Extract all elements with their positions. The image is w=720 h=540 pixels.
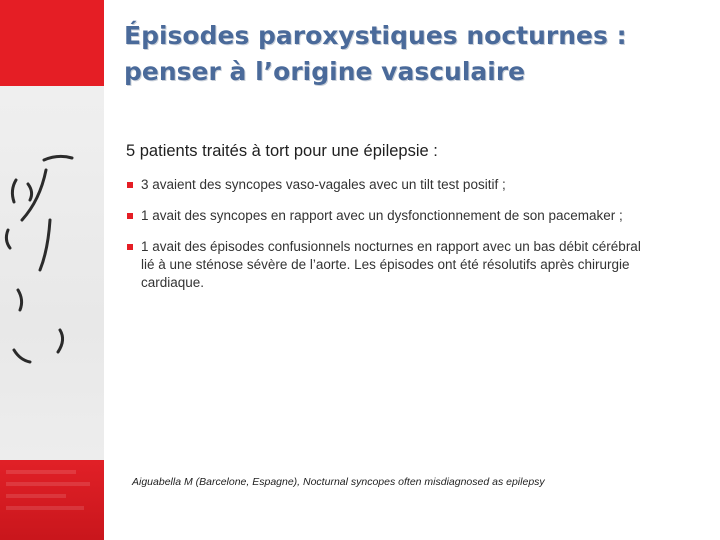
footer-texture-line xyxy=(6,482,90,486)
red-footer-block xyxy=(0,460,104,540)
bullet-item xyxy=(126,207,646,225)
bullet-text: 3 avaient des syncopes vaso-vagales avec un tilt test positif ; xyxy=(141,177,506,192)
square-bullet-icon xyxy=(127,182,133,188)
bullet-text: 1 avait des épisodes confusionnels nocturnes en rapport avec un bas débit cérébral lié à une sténose sévère de l’aorte. Les épisodes ont été résolutifs après chirurgie cardiaque. xyxy=(141,239,641,290)
slide-title-line-1: Épisodes paroxystiques nocturnes : xyxy=(124,21,627,50)
bullet-list xyxy=(126,176,646,305)
citation-reference: Aiguabella M (Barcelone, Espagne), Nocturnal syncopes often misdiagnosed as epilepsy xyxy=(132,476,545,488)
square-bullet-icon xyxy=(127,213,133,219)
section-heading: 5 patients traités à tort pour une épilepsie : xyxy=(126,142,438,160)
footer-texture-line xyxy=(6,470,76,474)
bullet-text: 1 avait des syncopes en rapport avec un dysfonctionnement de son pacemaker ; xyxy=(141,208,623,223)
running-figure-illustration xyxy=(0,140,104,380)
red-header-block xyxy=(0,0,104,86)
bullet-item xyxy=(126,238,646,292)
slide-title xyxy=(124,18,704,90)
footer-texture-line xyxy=(6,506,84,510)
footer-texture-line xyxy=(6,494,66,498)
square-bullet-icon xyxy=(127,244,133,250)
slide-title-line-2: penser à l’origine vasculaire xyxy=(124,57,526,86)
bullet-item xyxy=(126,176,646,194)
